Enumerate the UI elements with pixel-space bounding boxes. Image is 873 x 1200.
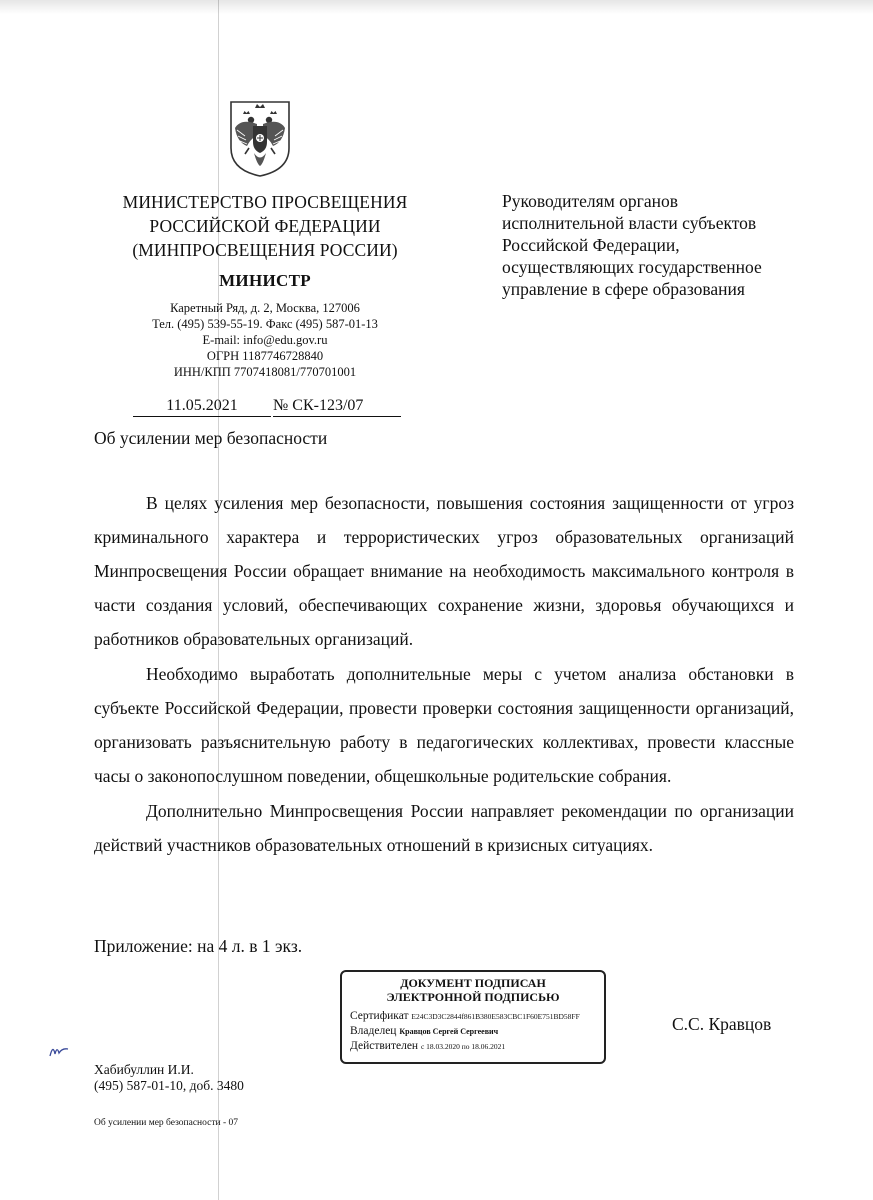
certificate-label: Сертификат bbox=[350, 1010, 409, 1022]
ministry-header bbox=[100, 190, 430, 380]
letter-number: № СК-123/07 bbox=[273, 397, 401, 417]
inn-kpp-line: ИНН/КПП 7707418081/770701001 bbox=[173, 365, 357, 379]
ogrn-line: ОГРН 1187746728840 bbox=[206, 349, 324, 363]
ministry-name-line: (МИНПРОСВЕЩЕНИЯ РОССИИ) bbox=[132, 240, 398, 260]
owner-label: Владелец bbox=[350, 1025, 397, 1037]
attachment-note: Приложение: на 4 л. в 1 экз. bbox=[94, 936, 303, 956]
stamp-owner-row bbox=[350, 1024, 596, 1039]
contact-block bbox=[100, 300, 430, 380]
addressee-line: осуществляющих государственное bbox=[502, 257, 762, 277]
body-paragraph: В целях усиления мер безопасности, повышения состояния защищенности от угроз криминального характера и террористических угроз образовательных организаций Минпросвещения России обращает внимание на необходимость максимального контроля в части создания условий, обеспечивающих сохранение жизни, здоровья обучающихся и работников образовательных организаций. bbox=[94, 493, 794, 649]
scan-edge-shadow bbox=[0, 0, 873, 14]
owner-value: Кравцов Сергей Сергеевич bbox=[399, 1027, 499, 1036]
stamp-title: ДОКУМЕНТ ПОДПИСАН bbox=[400, 976, 546, 990]
date-number-row bbox=[133, 397, 401, 417]
addressee-line: Руководителям органов bbox=[502, 191, 678, 211]
addressee-line: управление в сфере образования bbox=[502, 279, 745, 299]
ministry-name-line: МИНИСТЕРСТВО ПРОСВЕЩЕНИЯ bbox=[122, 192, 408, 212]
validity-label: Действителен bbox=[350, 1040, 419, 1052]
letter-subject: Об усилении мер безопасности bbox=[94, 428, 328, 448]
body-paragraph: Необходимо выработать дополнительные меры с учетом анализа обстановки в субъекте Российской Федерации, провести проверки состояния защищенности организаций, организовать разъяснительную работу в педагогических коллективах, провести классные часы о законопослушном поведении, общешкольные родительские собрания. bbox=[94, 664, 794, 786]
coat-of-arms-icon bbox=[227, 98, 293, 178]
executor-name: Хабибуллин И.И. bbox=[94, 1062, 194, 1077]
ministry-name-line: РОССИЙСКОЙ ФЕДЕРАЦИИ bbox=[149, 216, 381, 236]
addressee-block bbox=[502, 190, 822, 300]
stamp-certificate-row bbox=[350, 1009, 596, 1024]
letter-body bbox=[94, 486, 794, 863]
executor-phone: (495) 587-01-10, доб. 3480 bbox=[94, 1078, 244, 1093]
electronic-signature-stamp bbox=[340, 970, 606, 1064]
handwritten-initial-mark bbox=[48, 1040, 70, 1060]
stamp-title: ЭЛЕКТРОННОЙ ПОДПИСЬЮ bbox=[386, 990, 560, 1004]
certificate-value: E24C3D3C2844f861B380E583CBC1F60E751BD58FF bbox=[411, 1012, 580, 1021]
email-line: E-mail: info@edu.gov.ru bbox=[202, 333, 328, 347]
stamp-validity-row bbox=[350, 1039, 596, 1054]
phone-fax-line: Тел. (495) 539-55-19. Факс (495) 587-01-13 bbox=[152, 317, 378, 331]
validity-value: с 18.03.2020 по 18.06.2021 bbox=[420, 1042, 506, 1051]
body-paragraph: Дополнительно Минпросвещения России направляет рекомендации по организации действий участников образовательных отношений в кризисных ситуациях. bbox=[94, 801, 794, 855]
executor-block bbox=[94, 1062, 244, 1094]
footer-note: Об усилении мер безопасности - 07 bbox=[94, 1118, 238, 1128]
letter-date: 11.05.2021 bbox=[133, 397, 271, 417]
addressee-line: Российской Федерации, bbox=[502, 235, 680, 255]
addressee-line: исполнительной власти субъектов bbox=[502, 213, 757, 233]
signer-name: С.С. Кравцов bbox=[672, 1014, 772, 1034]
address-line: Каретный Ряд, д. 2, Москва, 127006 bbox=[170, 301, 360, 315]
position-title: МИНИСТР bbox=[219, 271, 311, 290]
